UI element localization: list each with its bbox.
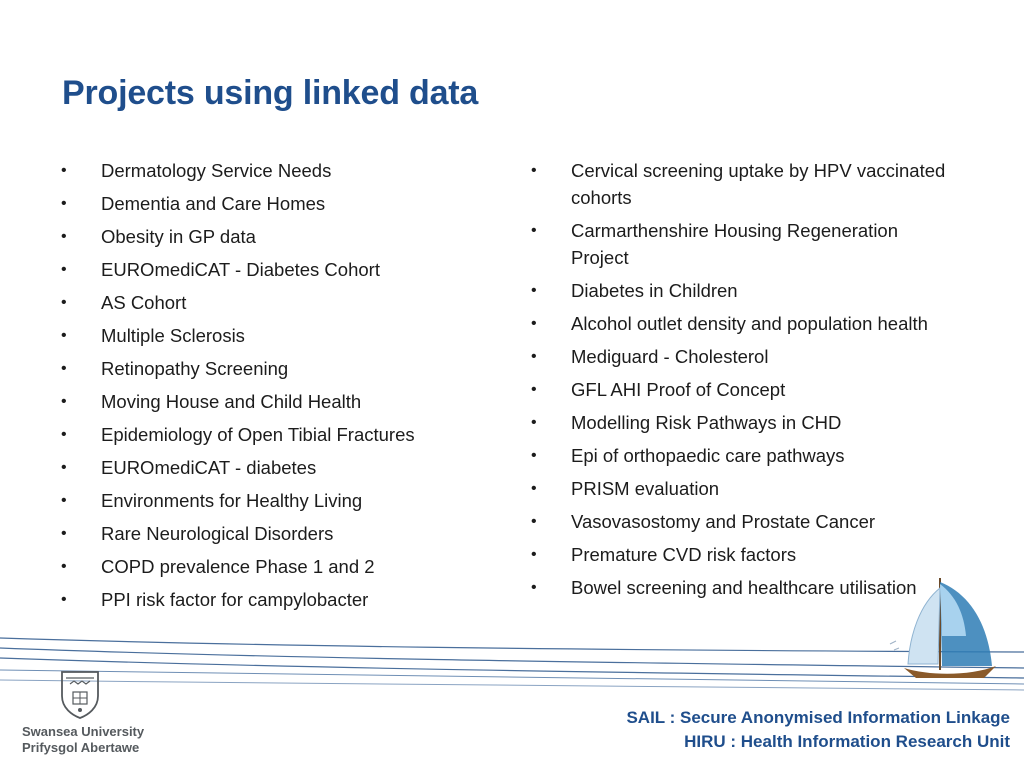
left-project-list — [60, 157, 490, 619]
project-name: Multiple Sclerosis — [101, 325, 245, 346]
project-list-item — [60, 421, 490, 448]
bullet-icon: • — [61, 393, 67, 410]
project-list-item — [60, 190, 490, 217]
project-name: PRISM evaluation — [571, 478, 720, 499]
sail-description: : Secure Anonymised Information Linkage — [664, 708, 1010, 727]
project-name: Dementia and Care Homes — [101, 193, 326, 214]
project-list-item — [530, 475, 950, 502]
project-name: Mediguard - Cholesterol — [571, 346, 769, 367]
project-name: Epi of orthopaedic care pathways — [571, 445, 845, 466]
bullet-icon: • — [531, 480, 537, 497]
bullet-icon: • — [531, 381, 537, 398]
project-name: EUROmediCAT - diabetes — [101, 457, 317, 478]
project-name: Cervical screening uptake by HPV vaccinated cohorts — [571, 160, 946, 208]
project-name: Modelling Risk Pathways in CHD — [571, 412, 842, 433]
swansea-university-crest-icon — [58, 668, 102, 720]
project-name: PPI risk factor for campylobacter — [101, 589, 369, 610]
hiru-line — [626, 730, 1010, 754]
project-name: Diabetes in Children — [571, 280, 738, 301]
project-list-item — [60, 520, 490, 547]
bullet-icon: • — [61, 525, 67, 542]
project-list-item — [60, 322, 490, 349]
project-list-item — [60, 355, 490, 382]
bullet-icon: • — [531, 348, 537, 365]
project-list-item — [60, 223, 490, 250]
project-name: Carmarthenshire Housing Regeneration Project — [571, 220, 899, 268]
project-list-item — [60, 586, 490, 613]
bullet-icon: • — [531, 162, 537, 179]
project-list-item — [530, 508, 950, 535]
bullet-icon: • — [61, 294, 67, 311]
project-name: Rare Neurological Disorders — [101, 523, 334, 544]
hiru-abbr: HIRU — [684, 732, 726, 751]
bullet-icon: • — [61, 492, 67, 509]
bullet-icon: • — [61, 459, 67, 476]
project-name: Retinopathy Screening — [101, 358, 289, 379]
sailing-boat-icon — [880, 574, 1000, 682]
project-list-item — [60, 553, 490, 580]
bullet-icon: • — [61, 558, 67, 575]
bullet-icon: • — [531, 579, 537, 596]
university-name-welsh: Prifysgol Abertawe — [22, 740, 140, 755]
slide-title: Projects using linked data — [62, 74, 479, 112]
bullet-icon: • — [531, 447, 537, 464]
bullet-icon: • — [61, 162, 67, 179]
bullet-icon: • — [61, 228, 67, 245]
project-name: Obesity in GP data — [101, 226, 256, 247]
project-list-item — [60, 289, 490, 316]
project-list-item — [60, 256, 490, 283]
project-name: Vasovasostomy and Prostate Cancer — [571, 511, 876, 532]
footer-organisations — [626, 706, 1010, 754]
bullet-icon: • — [61, 360, 67, 377]
bullet-icon: • — [61, 426, 67, 443]
project-name: Moving House and Child Health — [101, 391, 362, 412]
project-list-item — [530, 376, 950, 403]
project-list-item — [60, 487, 490, 514]
bullet-icon: • — [61, 195, 67, 212]
hiru-description: : Health Information Research Unit — [725, 732, 1010, 751]
project-name: Premature CVD risk factors — [571, 544, 797, 565]
project-name: Environments for Healthy Living — [101, 490, 363, 511]
university-name — [22, 724, 162, 756]
wave-lines-decoration — [0, 628, 1024, 698]
bullet-icon: • — [531, 282, 537, 299]
project-name: Bowel screening and healthcare utilisation — [571, 577, 917, 598]
right-project-list — [530, 157, 950, 607]
project-list-item — [530, 157, 950, 211]
project-name: GFL AHI Proof of Concept — [571, 379, 786, 400]
bullet-icon: • — [531, 222, 537, 239]
project-name: COPD prevalence Phase 1 and 2 — [101, 556, 375, 577]
project-list-item — [530, 217, 950, 271]
project-list-item — [530, 343, 950, 370]
project-name: Alcohol outlet density and population health — [571, 313, 928, 334]
project-name: EUROmediCAT - Diabetes Cohort — [101, 259, 380, 280]
project-list-item — [60, 454, 490, 481]
project-list-item — [530, 409, 950, 436]
bullet-icon: • — [531, 414, 537, 431]
sail-line — [626, 706, 1010, 730]
project-name: AS Cohort — [101, 292, 187, 313]
bullet-icon: • — [531, 315, 537, 332]
sail-abbr: SAIL — [626, 708, 665, 727]
bullet-icon: • — [61, 261, 67, 278]
project-list-item — [60, 388, 490, 415]
bullet-icon: • — [531, 546, 537, 563]
bullet-icon: • — [531, 513, 537, 530]
project-name: Epidemiology of Open Tibial Fractures — [101, 424, 415, 445]
project-name: Dermatology Service Needs — [101, 160, 332, 181]
project-list-item — [60, 157, 490, 184]
bullet-icon: • — [61, 591, 67, 608]
bullet-icon: • — [61, 327, 67, 344]
project-list-item — [530, 541, 950, 568]
university-name-english: Swansea University — [22, 724, 145, 739]
project-list-item — [530, 310, 950, 337]
project-list-item — [530, 442, 950, 469]
project-list-item — [530, 277, 950, 304]
